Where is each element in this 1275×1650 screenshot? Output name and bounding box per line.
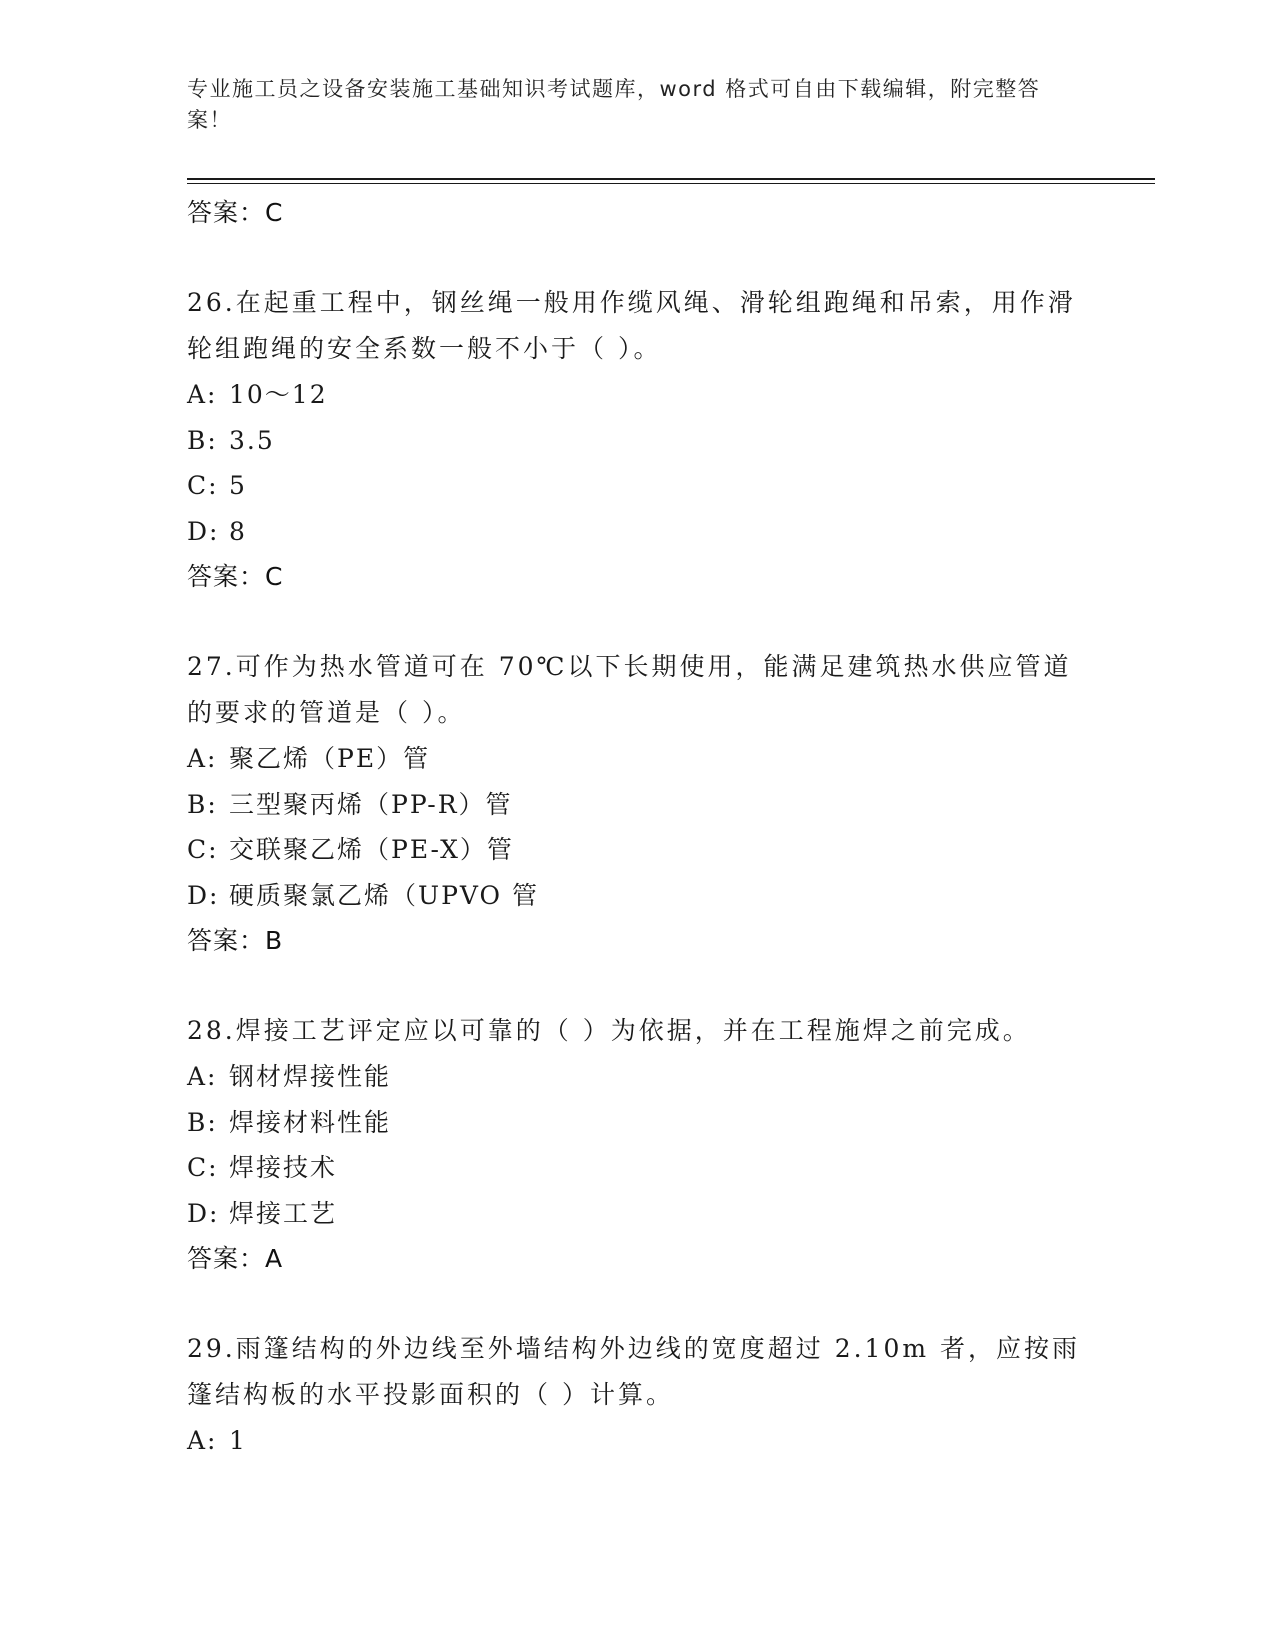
option-text: 焊接材料性能 [229,1107,392,1137]
document-header: 专业施工员之设备安装施工基础知识考试题库，word 格式可自由下载编辑，附完整答案！ [187,77,1041,132]
question-stem: 28.焊接工艺评定应以可靠的（ ）为依据，并在工程施焊之前完成。 [187,1016,1031,1045]
option-letter: B: [187,1107,218,1137]
header-rule-thin [187,183,1155,184]
option-letter: C: [187,835,219,864]
option-a [187,372,1087,418]
option-d [187,1191,1087,1237]
answer-line: 答案：C [187,198,284,227]
option-b [187,1100,1087,1146]
option-letter: A: [187,1426,218,1455]
answer-line: 答案：C [187,562,284,591]
spacer [187,963,1087,1008]
option-letter: B: [187,789,218,819]
option-text: 钢材焊接性能 [229,1062,392,1091]
option-a [187,1418,1087,1464]
option-text: 硬质聚氯乙烯（UPVO 管 [229,880,539,910]
option-letter: D: [187,880,220,910]
option-text: 三型聚丙烯（PP-R）管 [229,789,513,819]
option-text: 8 [229,516,247,546]
option-text: 10～12 [229,380,328,409]
option-letter: D: [187,1198,220,1228]
option-c [187,1145,1087,1191]
option-letter: C: [187,1153,219,1182]
option-letter: A: [187,380,218,409]
spacer [187,1281,1087,1326]
option-text: 焊接工艺 [229,1198,338,1228]
option-b [187,418,1087,464]
question-stem: 26.在起重工程中，钢丝绳一般用作缆风绳、滑轮组跑绳和吊索，用作滑轮组跑绳的安全系数一般不小于（ ）。 [187,288,1076,363]
option-d [187,873,1087,919]
option-letter: C: [187,471,219,500]
answer-line: 答案：B [187,926,284,955]
option-text: 焊接技术 [229,1153,338,1182]
spacer [187,235,1087,280]
option-letter: B: [187,425,218,455]
question-stem: 27.可作为热水管道可在 70℃以下长期使用，能满足建筑热水供应管道的要求的管道是（ ）。 [187,652,1072,727]
option-letter: A: [187,1062,218,1091]
question-stem: 29.雨篷结构的外边线至外墙结构外边线的宽度超过 2.10m 者，应按雨篷结构板的水平投影面积的（ ）计算。 [187,1334,1081,1409]
option-text: 5 [229,471,247,500]
answer-line: 答案：A [187,1244,284,1273]
spacer [187,599,1087,644]
option-text: 交联聚乙烯（PE-X）管 [229,835,514,864]
option-letter: A: [187,744,218,773]
option-c [187,827,1087,873]
option-a [187,736,1087,782]
option-c [187,463,1087,509]
option-text: 3.5 [229,425,275,455]
document-body [187,190,1087,1464]
option-letter: D: [187,516,220,546]
option-d [187,509,1087,555]
option-b [187,782,1087,828]
option-a [187,1054,1087,1100]
option-text: 聚乙烯（PE）管 [229,744,431,773]
header-rule-thick [187,178,1155,180]
option-text: 1 [229,1426,247,1455]
